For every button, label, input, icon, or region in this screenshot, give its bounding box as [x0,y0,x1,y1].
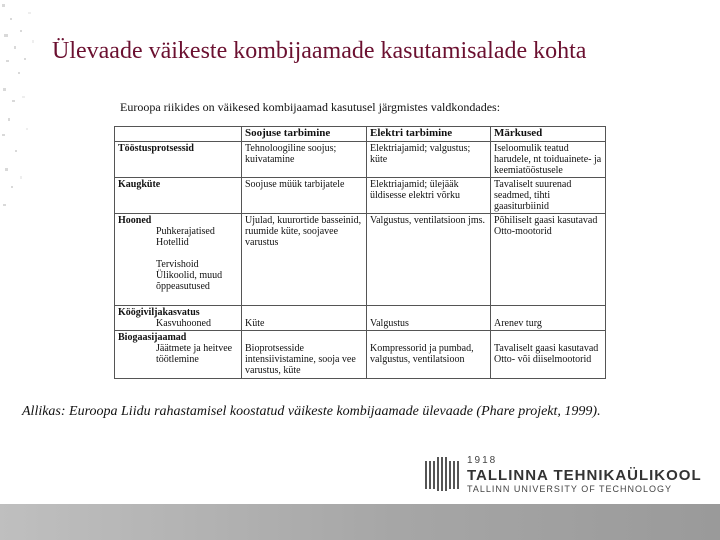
row-subcategory: Tervishoid [156,259,199,270]
row-electricity: Valgustus [367,306,491,331]
header-heat: Soojuse tarbimine [242,127,367,142]
table-row [115,214,606,306]
row-subcategory: Ülikoolid, muud õppeasutused [156,270,223,292]
row-electricity: Valgustus, ventilatsioon jms. [367,214,491,306]
table-row [115,178,606,214]
decorative-pattern [0,0,60,260]
row-notes: Tavaliselt suurenad seadmed, tihti gaasiturbiinid [491,178,606,214]
header-empty [115,127,242,142]
table-row [115,142,606,178]
row-notes: Tavaliselt gaasi kasutavad Otto- või diiselmootorid [491,331,606,379]
header-notes: Märkused [491,127,606,142]
usage-table [114,126,606,379]
slide-title: Ülevaade väikeste kombijaamade kasutamisalade kohta [52,38,587,64]
row-heat: Küte [242,306,367,331]
row-notes: Iseloomulik teatud harudele, nt toiduainete- ja keemiatööstusele [491,142,606,178]
table-row [115,306,606,331]
bottom-bar [0,504,720,540]
header-electricity: Elektri tarbimine [367,127,491,142]
row-subcategory: Hotellid [156,237,189,248]
row-category: Hooned Puhkerajatised Hotellid Tervishoid Ülikoolid, muud õppeasutused [115,214,242,306]
row-subcategory: Kasvuhooned [156,318,211,329]
row-category: Kaugküte [115,178,242,214]
row-heat: Soojuse müük tarbijatele [242,178,367,214]
row-heat: Tehnoloogiline soojus; kuivatamine [242,142,367,178]
row-category: Tööstusprotsessid [115,142,242,178]
table-header-row [115,127,606,142]
row-heat: Bioprotsesside intensiivistamine, sooja vee varustus, küte [242,331,367,379]
logo-bars-icon [425,457,461,491]
row-heat: Ujulad, kuurortide basseinid, ruumide küte, soojavee varustus [242,214,367,306]
table-row [115,331,606,379]
row-electricity: Kompressorid ja pumbad, valgustus, ventilatsioon [367,331,491,379]
row-electricity: Elektriajamid; ülejääk üldisesse elektri võrku [367,178,491,214]
row-category: Köögiviljakasvatus Kasvuhooned [115,306,242,331]
row-notes: Põhiliselt gaasi kasutavad Otto-mootorid [491,214,606,306]
source-note: Allikas: Euroopa Liidu rahastamisel koostatud väikeste kombijaamade ülevaade (Phare projekt, 1999). [22,404,601,419]
row-subcategory: Puhkerajatised [156,226,215,237]
row-electricity: Elektriajamid; valgustus; küte [367,142,491,178]
row-category: Biogaasijaamad Jäätmete ja heitvee töötlemine [115,331,242,379]
university-logo [425,455,702,495]
logo-name: TALLINNA TEHNIKAÜLIKOOL [467,467,702,484]
row-subcategory: Jäätmete ja heitvee töötlemine [156,343,233,365]
logo-year: 1918 [467,455,498,466]
logo-name-english: TALLINN UNIVERSITY OF TECHNOLOGY [467,484,673,494]
row-notes: Arenev turg [491,306,606,331]
table-intro: Euroopa riikides on väikesed kombijaamad kasutusel järgmistes valdkondades: [120,100,501,114]
